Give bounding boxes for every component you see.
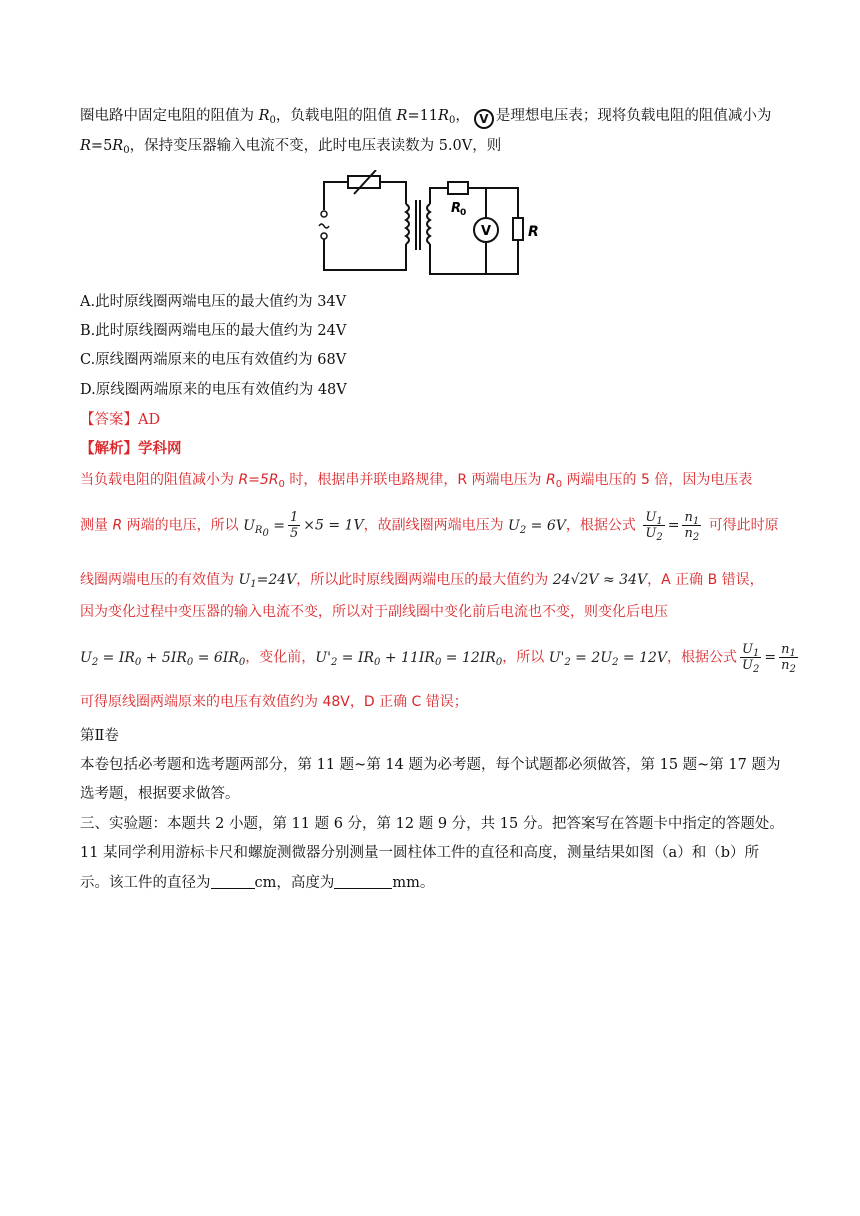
text-segment: 测量 <box>80 517 113 534</box>
ac-terminal <box>321 211 327 217</box>
symbol-r0: R <box>258 108 270 124</box>
option-d: D.原线圈两端原来的电压有效值约为 48V <box>80 382 347 398</box>
section-paragraph-1: 本卷包括必考题和选考题两部分，第 11 题~第 14 题为必考题，每个试题都必须做答，第 15 题~第 17 题为 <box>80 757 781 773</box>
text-segment: ，故副线圈两端电压为 <box>363 517 509 534</box>
option-c: C.原线圈两端原来的电压有效值约为 68V <box>80 352 347 368</box>
option-a: A.此时原线圈两端电压的最大值约为 34V <box>80 294 347 310</box>
text-segment: =11 <box>407 108 439 124</box>
voltmeter-icon: V <box>474 109 494 129</box>
formula: R=5R <box>238 472 279 488</box>
text-segment: ，A 正确 B 错误， <box>647 572 764 588</box>
resistor-r0 <box>448 182 468 194</box>
explanation-line-4: 因为变化过程中变压器的输入电流不变，所以对于副线圈中变化前后电流也不变，则变化后电压 <box>80 604 668 620</box>
text-segment: 是理想电压表；现将负载电阻的阻值减小为 <box>495 108 772 124</box>
section-paragraph-3: 三、实验题：本题共 2 小题，第 11 题 6 分，第 12 题 9 分，共 15 分。把答案写在答题卡中指定的答题处。 <box>80 816 784 832</box>
answer-value: AD <box>138 412 161 428</box>
symbol-r: R <box>80 138 91 154</box>
text-segment: ，所以此时原线圈两端电压的最大值约为 <box>296 572 553 588</box>
text-segment: 两端电压的 5 倍，因为电压表 <box>562 472 753 488</box>
text-segment: cm，高度为 <box>254 875 335 891</box>
ac-source-icon <box>319 224 329 228</box>
text-segment: 两端的电压，所以 <box>122 517 244 534</box>
question-text-line-2: $R=5R_0$，保持变压器输入电流不变，此时电压表读数为 5.0V，则 <box>80 138 502 156</box>
text-segment: ，根据公式 <box>667 649 738 666</box>
analysis-line <box>80 439 182 459</box>
secondary-coil <box>427 204 430 244</box>
section-paragraph-2: 选考题，根据要求做答。 <box>80 786 240 802</box>
text-segment: 线圈两端电压的有效值为 <box>80 572 239 588</box>
primary-coil <box>406 204 409 244</box>
answer-line <box>80 410 160 430</box>
text-segment: ，负载电阻的阻值 <box>275 108 397 124</box>
explanation-line-1: 当负载电阻的阻值减小为 $R=5R_0$ 时，根据串并联电路规律，R 两端电压为 $R_0$ 两端电压的 5 倍，因为电压表 <box>80 472 753 490</box>
option-b: B.此时原线圈两端电压的最大值约为 24V <box>80 323 347 339</box>
symbol-r: R <box>396 108 408 124</box>
explanation-line-5: $U_2 = IR_0 + 5IR_0 = 6IR_0$，变化前，$U'_2 = IR_0 + 11IR_0 = 12IR_0$，所以 $U'_2 = 2U_2 = 12V$，根据公式 $\frac{U_1}{U_2}$ = $\frac{n_1}{n_2}$ <box>80 642 796 675</box>
text-segment: 可得此时原 <box>704 517 779 534</box>
height-blank[interactable] <box>334 874 392 889</box>
question-11-line-1: 11 某同学利用游标卡尺和螺旋测微器分别测量一圆柱体工件的直径和高度，测量结果如图（a）和（b）所 <box>80 845 759 861</box>
label-v: V <box>481 224 492 239</box>
text-segment: ，根据公式 <box>565 517 641 534</box>
text-segment: 圈电路中固定电阻的阻值为 <box>80 108 259 124</box>
diameter-blank[interactable] <box>211 874 255 889</box>
question-text-line-1: 圈电路中固定电阻的阻值为 $R_0$，负载电阻的阻值 $R=11R_0$， V 是理想电压表；现将负载电阻的阻值减小为 <box>80 106 771 129</box>
label-r: R <box>528 224 539 240</box>
explanation-line-3: 线圈两端电压的有效值为 $U_1=24V$，所以此时原线圈两端电压的最大值约为 24√2V ≈ 34V，A 正确 B 错误， <box>80 572 764 590</box>
label-r0-sub: 0 <box>460 208 467 218</box>
answer-label: 【答案】 <box>80 412 138 428</box>
explanation-line-6: 可得原线圈两端原来的电压有效值约为 48V，D 正确 C 错误； <box>80 694 468 710</box>
explanation-line-2: 测量 R 两端的电压，所以 $U_{R_0}$ = $\frac{1}{5}$ ×5 = 1V，故副线圈两端电压为 $U_2 = 6V$，根据公式 $\frac{U_1}{U_2}$ = $\frac{n_1}{n_2}$ 可得此时原 <box>80 510 779 543</box>
label-r0: R <box>451 201 462 216</box>
transformer-circuit-diagram <box>310 170 550 280</box>
section-title: 第Ⅱ卷 <box>80 728 119 744</box>
analysis-source: 学科网 <box>138 440 182 457</box>
text-segment: 当负载电阻的阻值减小为 <box>80 472 239 488</box>
ac-terminal <box>321 233 327 239</box>
analysis-label: 【解析】 <box>80 440 138 457</box>
text-segment: 示。该工件的直径为 <box>80 875 211 891</box>
question-11-line-2 <box>80 873 434 893</box>
text-segment: 时，根据串并联电路规律，R 两端电压为 <box>284 472 546 488</box>
text-segment: mm。 <box>392 875 435 891</box>
resistor-r <box>513 218 523 240</box>
text-segment: ，变化前， <box>245 649 316 666</box>
text-segment: ，保持变压器输入电流不变，此时电压表读数为 5.0V，则 <box>129 138 502 154</box>
text-segment: ，所以 <box>502 649 549 666</box>
text-segment: =5 <box>90 138 113 154</box>
